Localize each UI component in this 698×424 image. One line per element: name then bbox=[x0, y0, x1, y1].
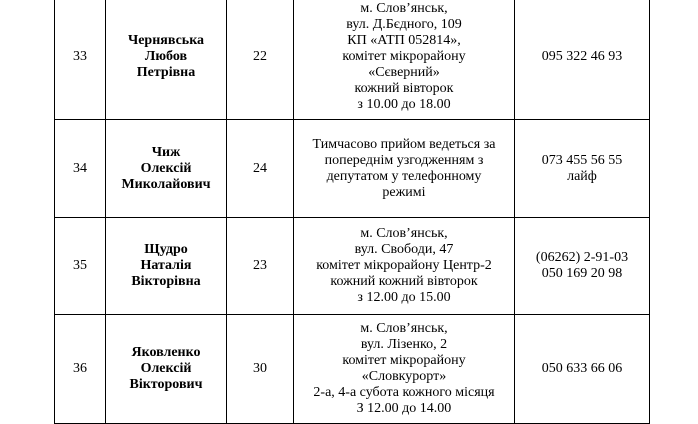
name-line: Миколайович bbox=[121, 176, 211, 192]
reception-place bbox=[294, 315, 515, 424]
row-number: 35 bbox=[55, 218, 106, 315]
reception-place bbox=[294, 0, 515, 120]
table-row bbox=[55, 218, 650, 315]
place-line: комітет мікрорайону bbox=[342, 353, 466, 368]
place-line: з 10.00 до 18.00 bbox=[357, 97, 451, 112]
table-row bbox=[55, 120, 650, 218]
place-line: комітет мікрорайону bbox=[342, 49, 466, 64]
district-number: 30 bbox=[227, 315, 294, 424]
place-line: режимі bbox=[382, 184, 426, 200]
deputy-name bbox=[106, 120, 227, 218]
deputy-name bbox=[106, 218, 227, 315]
deputy-name bbox=[106, 0, 227, 120]
place-line: Тимчасово прийом ведеться за bbox=[312, 136, 496, 152]
reception-place bbox=[294, 218, 515, 315]
name-line: Наталія bbox=[140, 258, 192, 273]
name-line: Щудро bbox=[144, 242, 188, 257]
place-line: «Сєверний» bbox=[368, 65, 440, 80]
name-line: Любов bbox=[144, 49, 188, 64]
phone bbox=[515, 315, 650, 424]
name-line: Олексій bbox=[140, 361, 192, 376]
name-line: Яковленко bbox=[131, 345, 201, 360]
place-line: вул. Лізенко, 2 bbox=[360, 337, 448, 352]
phone-line: 050 633 66 06 bbox=[541, 361, 623, 376]
phone-line: 095 322 46 93 bbox=[541, 49, 623, 64]
name-line: Чернявська bbox=[127, 33, 205, 48]
reception-place bbox=[294, 120, 515, 218]
place-line: З 12.00 до 14.00 bbox=[356, 401, 452, 416]
place-line: кожний вівторок bbox=[354, 81, 454, 96]
table-row bbox=[55, 0, 650, 120]
name-line: Вікторівна bbox=[131, 274, 201, 289]
place-line: КП «АТП 052814», bbox=[347, 33, 461, 48]
name-line: Вікторович bbox=[129, 377, 203, 392]
phone-line: 050 169 20 98 bbox=[541, 266, 623, 281]
place-line: попереднім узгодженням з bbox=[324, 152, 484, 168]
place-line: з 12.00 до 15.00 bbox=[357, 290, 451, 305]
table-row bbox=[55, 315, 650, 424]
deputies-reception-table bbox=[54, 0, 650, 424]
row-number: 36 bbox=[55, 315, 106, 424]
place-line: м. Слов’янськ, bbox=[360, 1, 448, 16]
district-number: 23 bbox=[227, 218, 294, 315]
place-line: кожний кожний вівторок bbox=[330, 274, 478, 289]
phone-line: лайф bbox=[567, 168, 597, 184]
place-line: вул. Д.Бєдного, 109 bbox=[346, 17, 462, 32]
district-number: 22 bbox=[227, 0, 294, 120]
phone-line: 073 455 56 55 bbox=[541, 152, 623, 168]
phone-line: (06262) 2-91-03 bbox=[535, 250, 629, 265]
place-line: комітет мікрорайону Центр-2 bbox=[316, 258, 492, 273]
place-line: 2-а, 4-а субота кожного місяця bbox=[313, 385, 495, 400]
place-line: м. Слов’янськ, bbox=[360, 226, 448, 241]
place-line: депутатом у телефонному bbox=[326, 168, 482, 184]
name-line: Чиж bbox=[151, 144, 181, 160]
place-line: м. Слов’янськ, bbox=[360, 321, 448, 336]
place-line: вул. Свободи, 47 bbox=[354, 242, 454, 257]
district-number: 24 bbox=[227, 120, 294, 218]
place-line: «Словкурорт» bbox=[361, 369, 447, 384]
deputy-name bbox=[106, 315, 227, 424]
row-number: 33 bbox=[55, 0, 106, 120]
phone bbox=[515, 0, 650, 120]
name-line: Олексій bbox=[140, 160, 192, 176]
name-line: Петрівна bbox=[136, 65, 196, 80]
row-number: 34 bbox=[55, 120, 106, 218]
phone bbox=[515, 218, 650, 315]
phone bbox=[515, 120, 650, 218]
